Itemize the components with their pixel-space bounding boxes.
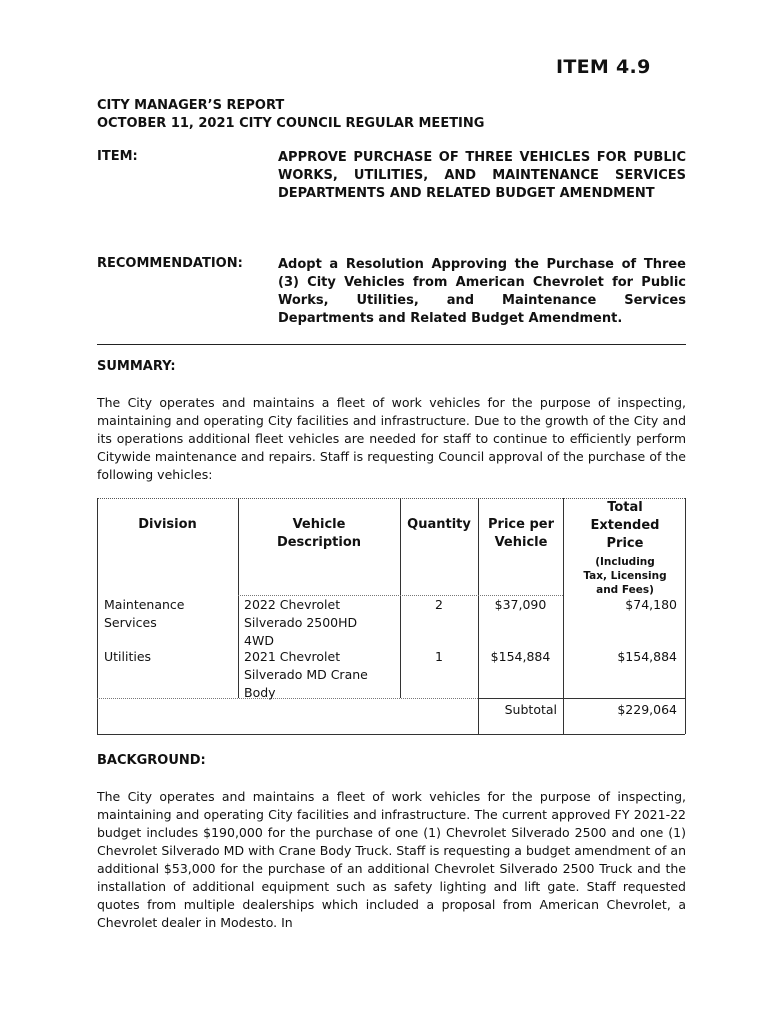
item-number: ITEM 4.9 [556,56,651,78]
subtotal-row-divider [478,698,685,699]
table-right-border [685,498,686,734]
item-label: ITEM: [97,149,138,164]
row-1-price: $37,090 [494,597,547,612]
background-paragraph: The City operates and maintains a fleet of work vehicles for the purpose of inspecting, maintaining and operating City facilities and infrastructure. The current approved FY 2021-22 budget includes $190,000 for the purchase of one (1) Chevrolet Silverado 2500 and one (1) Chevrolet Silverado MD with Crane Body Truck. Staff is requesting a budget amendment of an additional $53,000 for the purchase of an additional Chevrolet Silverado 2500 Truck and the installation of additional equipment such as safety lighting and lift gate. Staff requested quotes from multiple dealerships which included a proposal from American Chevrolet, a Chevrolet dealer in Modesto. In [97,789,686,930]
recommendation-text: Adopt a Resolution Approving the Purchase of Three (3) City Vehicles from American Chevrolet for Public Works, Utilities, and Maintenance Services Departments and Related Budget Amendment. [278,257,686,326]
vehicle-table [97,498,685,734]
row-2-description: 2021 Chevrolet Silverado MD Crane Body [244,649,368,700]
row-2-price: $154,884 [490,649,551,664]
row-1-total: $74,180 [625,597,677,612]
row-2-quantity: 1 [435,649,443,664]
row-2-division: Utilities [104,649,152,664]
header-division: Division [138,517,197,532]
background-heading: BACKGROUND: [97,753,206,768]
report-title: CITY MANAGER’S REPORT [97,98,285,113]
table-col-divider [238,498,239,698]
header-quantity: Quantity [407,517,471,532]
subtotal-value: $229,064 [617,702,677,717]
summary-heading: SUMMARY: [97,359,176,374]
header-price-per-vehicle: Price per Vehicle [488,517,554,550]
header-total-note: (Including Tax, Licensing and Fees) [583,556,667,596]
row-1-quantity: 2 [435,597,443,612]
subtotal-label: Subtotal [504,702,557,717]
recommendation-label: RECOMMENDATION: [97,256,243,271]
summary-paragraph: The City operates and maintains a fleet of work vehicles for the purpose of inspecting, maintaining and operating City facilities and infrastructure. Due to the growth of the City and its operations additional fleet vehicles are needed for staff to continue to efficiently perform Citywide maintenance and repairs. Staff is requesting Council approval of the purchase of the following vehicles: [97,395,686,482]
header-total-label: Total Extended Price [590,500,660,551]
row-1-division: Maintenance Services [104,597,185,630]
meeting-title: OCTOBER 11, 2021 CITY COUNCIL REGULAR MEETING [97,116,485,131]
row-2-total: $154,884 [617,649,677,664]
item-text: APPROVE PURCHASE OF THREE VEHICLES FOR PUBLIC WORKS, UTILITIES, AND MAINTENANCE SERVICES DEPARTMENTS AND RELATED BUDGET AMENDMENT [278,150,686,201]
section-divider [97,344,686,345]
row-1-description: 2022 Chevrolet Silverado 2500HD 4WD [244,597,358,648]
table-bottom-border [97,734,685,735]
header-total-extended-price [583,499,667,597]
header-vehicle-description: Vehicle Description [276,517,362,550]
report-header [97,97,484,133]
